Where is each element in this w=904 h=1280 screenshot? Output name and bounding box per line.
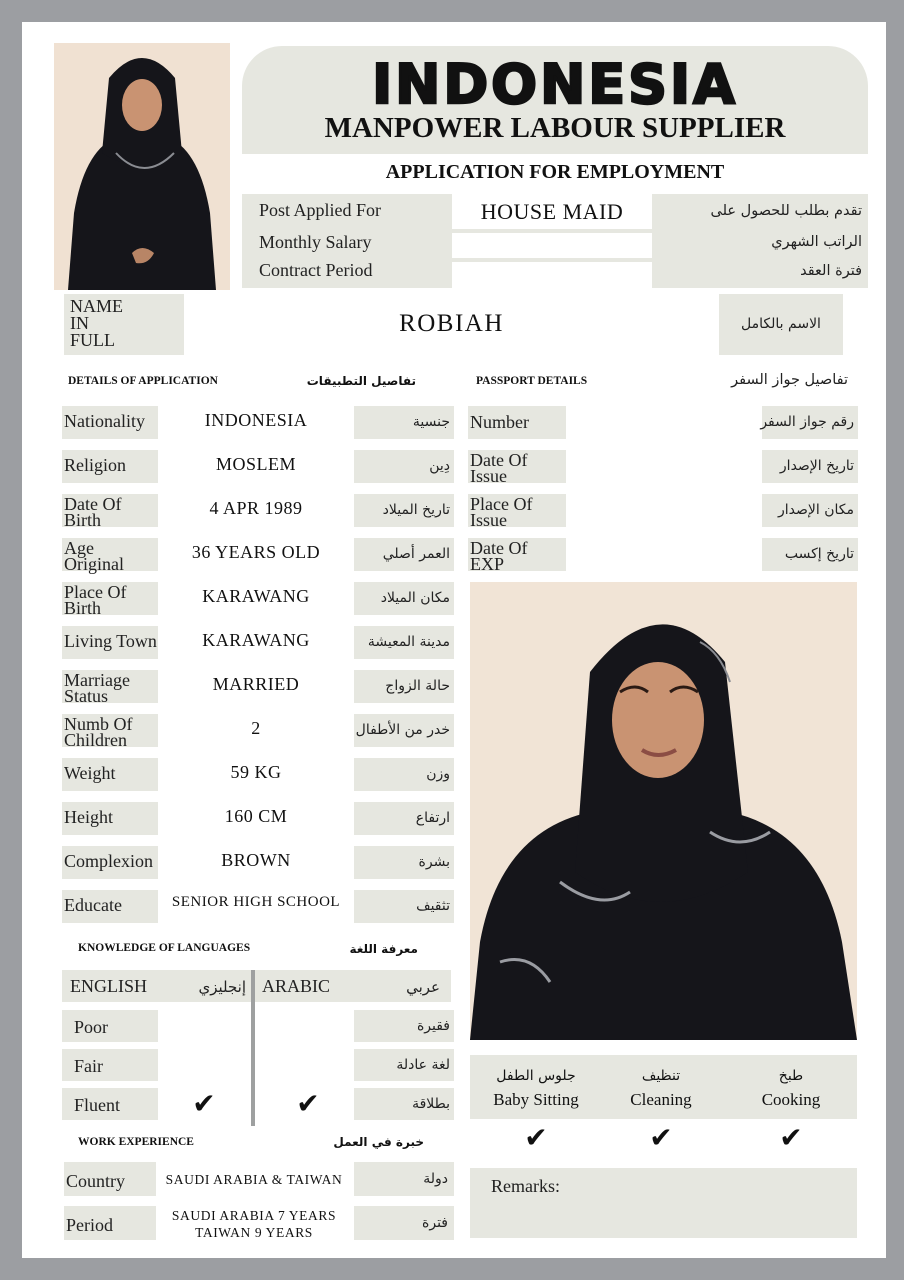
- application-sheet: [22, 22, 886, 1258]
- passport-arabic: تاريخ الإصدار: [779, 458, 854, 474]
- detail-value: KARAWANG: [202, 586, 310, 606]
- work-label: Country: [66, 1171, 126, 1191]
- work-experience-title: WORK EXPERIENCE: [78, 1136, 194, 1148]
- detail-value: MARRIED: [212, 674, 300, 694]
- skill-arabic: تنظيف: [641, 1068, 681, 1084]
- detail-value: SENIOR HIGH SCHOOL: [171, 894, 341, 910]
- detail-value: 160 CM: [224, 806, 288, 826]
- monthly-salary-label: Monthly Salary: [259, 232, 372, 252]
- detail-arabic: تاريخ الميلاد: [382, 502, 450, 518]
- detail-value: 36 YEARS OLD: [191, 542, 321, 562]
- passport-label: Number: [470, 412, 529, 432]
- detail-arabic: مكان الميلاد: [380, 590, 450, 606]
- work-experience-arabic-title: خبرة في العمل: [333, 1135, 424, 1149]
- detail-label: Numb Of Children: [64, 714, 133, 750]
- detail-arabic: خدر من الأطفال: [355, 722, 450, 738]
- detail-arabic: ارتفاع: [415, 810, 450, 826]
- english-arabic: إنجليزي: [198, 978, 246, 996]
- remarks-label: Remarks:: [491, 1176, 560, 1196]
- detail-value: 2: [251, 718, 261, 738]
- passport-section-title: PASSPORT DETAILS: [476, 375, 588, 387]
- country-title: INDONESIA: [372, 53, 738, 116]
- skill-label: Cooking: [761, 1090, 821, 1109]
- arabic-check-icon: ✔: [296, 1087, 320, 1120]
- work-value: SAUDI ARABIA & TAIWAN: [165, 1172, 343, 1187]
- detail-arabic: بشرة: [418, 854, 450, 870]
- skill-label: Baby Sitting: [493, 1090, 579, 1109]
- language-level-label: Fair: [74, 1056, 103, 1076]
- full-name-value: ROBIAH: [399, 310, 504, 337]
- person-image: [470, 582, 857, 1040]
- work-arabic: فترة: [422, 1215, 448, 1231]
- language-level-arabic: لغة عادلة: [396, 1057, 450, 1073]
- name-label: NAME IN FULL: [70, 296, 123, 350]
- passport-arabic: مكان الإصدار: [778, 502, 854, 518]
- detail-label: Educate: [64, 895, 122, 915]
- language-level-label: Fluent: [74, 1095, 121, 1115]
- detail-arabic: تثقيف: [416, 898, 450, 914]
- detail-label: Date Of Birth: [64, 494, 122, 530]
- person-image: [54, 43, 230, 290]
- applicant-photo-small: [54, 43, 230, 290]
- details-section-title: DETAILS OF APPLICATION: [68, 375, 218, 387]
- work-label: Period: [66, 1215, 113, 1235]
- detail-label: Place Of Birth: [64, 582, 127, 618]
- detail-label: Weight: [64, 763, 116, 783]
- passport-label: Date Of EXP: [470, 538, 528, 574]
- detail-arabic: وزن: [426, 766, 450, 782]
- english-label: ENGLISH: [70, 976, 147, 996]
- work-value: SAUDI ARABIA 7 YEARS TAIWAN 9 YEARS: [171, 1208, 337, 1240]
- detail-label: Religion: [64, 455, 126, 475]
- post-applied-label: Post Applied For: [259, 200, 382, 220]
- detail-arabic: مدينة المعيشة: [367, 634, 450, 650]
- detail-value: 59 KG: [230, 762, 282, 782]
- contract-period-label: Contract Period: [259, 260, 373, 280]
- detail-label: Marriage Status: [64, 670, 130, 706]
- arabic-label: ARABIC: [262, 976, 331, 996]
- detail-label: Living Town: [64, 631, 157, 651]
- english-check-icon: ✔: [192, 1087, 216, 1120]
- languages-arabic-title: معرفة اللغة: [349, 942, 418, 956]
- detail-arabic: حالة الزواج: [385, 678, 450, 694]
- details-section-arabic: تفاصيل التطبيقات: [306, 374, 416, 388]
- detail-value: 4 APR 1989: [209, 498, 303, 518]
- passport-label: Place Of Issue: [470, 494, 533, 530]
- languages-title: KNOWLEDGE OF LANGUAGES: [78, 942, 251, 954]
- skill-check-icon: ✔: [524, 1121, 548, 1154]
- detail-value: BROWN: [221, 850, 291, 870]
- language-level-arabic: بطلاقة: [412, 1096, 450, 1112]
- company-name: MANPOWER LABOUR SUPPLIER: [324, 112, 786, 144]
- arabic-arabic: عربي: [406, 978, 440, 996]
- skill-check-icon: ✔: [649, 1121, 673, 1154]
- work-arabic: دولة: [423, 1171, 448, 1187]
- passport-label: Date Of Issue: [470, 450, 528, 486]
- language-level-arabic: فقيرة: [416, 1018, 450, 1034]
- post-applied-value: HOUSE MAID: [480, 199, 624, 224]
- skill-arabic: جلوس الطفل: [496, 1068, 576, 1084]
- detail-arabic: دِين: [429, 458, 450, 474]
- passport-section-arabic: تفاصيل جواز السفر: [731, 372, 848, 388]
- detail-label: Nationality: [64, 411, 145, 431]
- skill-label: Cleaning: [630, 1090, 692, 1109]
- passport-arabic: تاريخ إكسب: [784, 546, 854, 562]
- skill-check-icon: ✔: [779, 1121, 803, 1154]
- applicant-photo-large: [470, 582, 857, 1040]
- detail-value: KARAWANG: [202, 630, 310, 650]
- detail-value: INDONESIA: [204, 410, 308, 430]
- passport-arabic: رقم جواز السفر: [760, 414, 854, 430]
- detail-label: Height: [64, 807, 113, 827]
- language-level-label: Poor: [74, 1017, 109, 1037]
- detail-label: Complexion: [64, 851, 153, 871]
- monthly-salary-arabic: الراتب الشهري: [771, 234, 862, 250]
- detail-value: MOSLEM: [215, 454, 296, 474]
- contract-period-arabic: فترة العقد: [800, 263, 862, 279]
- divider: [452, 229, 652, 233]
- divider: [452, 258, 652, 262]
- skill-arabic: طبخ: [778, 1068, 804, 1084]
- form-title: APPLICATION FOR EMPLOYMENT: [385, 161, 725, 183]
- detail-arabic: العمر أصلي: [382, 546, 450, 562]
- detail-arabic: جنسية: [412, 414, 450, 430]
- detail-label: Age Original: [64, 538, 124, 574]
- post-applied-arabic: تقدم بطلب للحصول على: [710, 203, 862, 219]
- name-arabic: الاسم بالكامل: [741, 316, 821, 332]
